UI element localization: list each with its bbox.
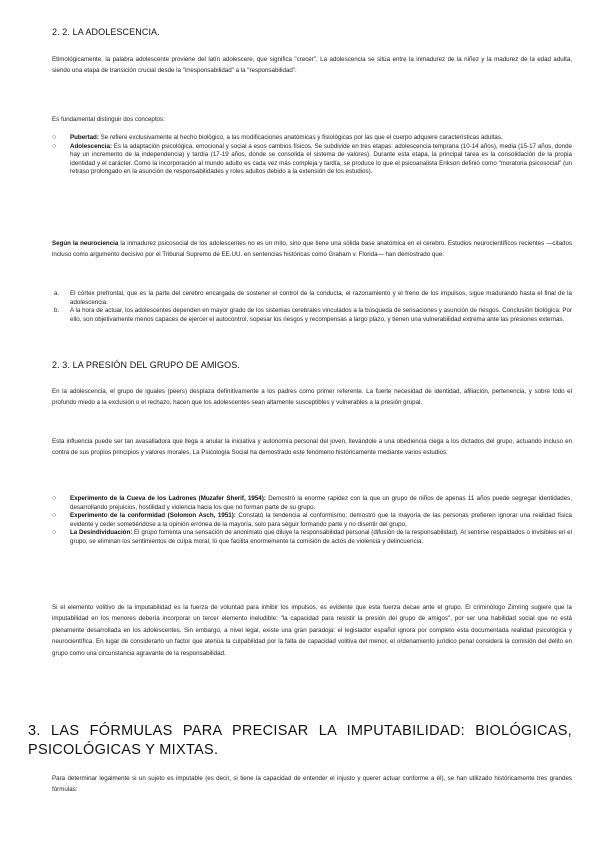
list-item-study-asch: ○ Experimento de la conformidad (Solomon Asch, 1951): Constató la tendencia al conformismo; demostró que la mayoría de las personas prefieren ignorar una realidad física evidente y ceder sometiéndose a la opinión errónea de la mayoría, solo para seguir formando parte y no disentir del grupo. (52, 512, 572, 528)
section-heading-presion-grupo: 2. 3. LA PRESIÓN DEL GRUPO DE AMIGOS. (52, 360, 240, 370)
paragraph-influence: Esta influencia puede ser tan avasalladora que llega a anular la iniciativa y autonomía personal del joven, llevándole a una obediencia ciega a los dictados del grupo, actuando incluso en contra de sus propios principios y valores morales. La Psicología Social ha demostrado este fenómeno históricamente mediante varios estudios: (52, 438, 572, 457)
circle-bullet-icon: ○ (52, 529, 57, 537)
list-item-study-sherif: ○ Experimento de la Cueva de los Ladrones (Muzafer Sherif, 1954): Demostró la enorme rapidez con la que un grupo de niños de apenas 11 años puede segregar identidades, desarrollando prejuicios, hostilidad y violencia hacia los que no forman parte de su grupo. (52, 495, 572, 511)
paragraph-neurociencia: Según la neurociencia la inmadurez psicosocial de los adolescentes no es un mito, sino que tiene una sólida base anatómica en el cerebro. Estudios neurocientíficos recientes —citados incluso como argumento decisivo por el Tribunal Supremo de EE.UU. en sentencias históricas como Graham v. Florida— han demostrado que: (52, 240, 572, 259)
list-item-finding-a: a. El córtex prefrontal, que es la parte del cerebro encargada de sostener el control de la conducta, el razonamiento y el freno de los impulsos, sigue madurando hasta el final de la adolescencia. (54, 290, 572, 306)
list-item-finding-b: b. A la hora de actuar, los adolescentes dependen en mayor grado de los sistemas cerebrales vinculados a la búsqueda de sensaciones y asunción de riesgos. Conclusión biológica: Por ello, son objetivamente menos capaces de ejercer el autocontrol, sopesar los riesgos y recompensas a largo plazo, y tienen una vulnerabilidad extrema ante las presiones externas. (54, 307, 572, 323)
findings-list (52, 290, 572, 324)
list-item-study-desindividuacion: ○ La Desindividuación: El grupo fomenta una sensación de anonimato que diluye la responsabilidad personal (difusión de la responsabilidad). Al sentirse respaldados o invisibles en el grupo, se eliminan los sentimientos de culpa moral, lo que facilita enormemente la comisión de actos de violencia y delincuencia. (52, 529, 572, 545)
circle-bullet-icon: ○ (52, 512, 57, 520)
circle-bullet-icon: ○ (52, 495, 57, 502)
concepts-list (52, 134, 572, 177)
section-heading-formulas: 3. LAS FÓRMULAS PARA PRECISAR LA IMPUTABILIDAD: BIOLÓGICAS, PSICOLÓGICAS Y MIXTAS. (28, 723, 572, 758)
paragraph-volitive: Si el elemento volitivo de la imputabilidad es la fuerza de voluntad para inhibir los impulsos, es evidente que esta fuerza decae ante el grupo. El criminólogo Zimring sugiere que la imputabilidad en los menores debería incorporar un tercer elemento ineludible: "la capacidad para resistir la presión del grupo de amigos", por ser una habilidad social que no está plenamente desarrollada en los adolescentes. Sin embargo, a nivel legal, existe una gran paradoja: el legislador español ignora por completo esta documentada realidad psicológica y neurocientífica. En lugar de considerarlo un factor que atenúa la culpabilidad por la falta de capacidad volitiva del menor, el ordenamiento jurídico penal considera la comisión del delito en grupo como una circunstancia agravante de la responsabilidad. (52, 604, 572, 657)
paragraph-peers: En la adolescencia, el grupo de iguales (peers) desplaza definitivamente a los padres como primer referente. La fuerte necesidad de identidad, afiliación, pertenencia, y sobre todo el profundo miedo a la exclusión o el rechazo, hacen que los adolescentes sean altamente susceptibles y vulnerables a la presión grupal. (52, 388, 572, 407)
list-item-adolescencia: ○ Adolescencia: Es la adaptación psicológica, emocional y social a esos cambios físicos. Se subdivide en tres etapas: adolescencia temprana (10-14 años), media (15-17 años, donde hay un incremento de la independencia) y tardía (17-19 años, donde se consolida el sistema de valores). Durante esta etapa, la principal tarea es la consolidación de la propia identidad y el carácter. Como la incorporación al mundo adulto es cada vez más compleja y tardía, se produce lo que el psicoanalista Erikson definió como "moratoria psicosocial" (un retraso prolongado en la asunción de responsabilidades y roles adultos debido a la extensión de los estudios). (52, 142, 572, 176)
circle-bullet-icon: ○ (52, 134, 57, 141)
list-item-pubertad: ○ Pubertad: Se refiere exclusivamente al hecho biológico, a las modificaciones anatómicas y fisiológicas por las que el cuerpo adquiere características adultas. (52, 134, 503, 141)
studies-list (52, 495, 572, 547)
paragraph-formulas-intro: Para determinar legalmente si un sujeto es imputable (es decir, si tiene la capacidad de entender el injusto y querer actuar conforme a él), se han utilizado históricamente tres grandes fórmulas: (52, 775, 572, 794)
circle-bullet-icon: ○ (52, 142, 57, 150)
paragraph-concepts-intro: Es fundamental distinguir dos conceptos: (52, 116, 165, 123)
paragraph-etymology: Etimológicamente, la palabra adolescente proviene del latín adolescere, que significa "crecer". La adolescencia se sitúa entre la inmadurez de la niñez y la madurez de la edad adulta, siendo una etapa de transición crucial desde la "irresponsabilidad" a la "responsabilidad". (52, 56, 572, 75)
section-heading-adolescencia: 2. 2. LA ADOLESCENCIA. (52, 27, 160, 37)
